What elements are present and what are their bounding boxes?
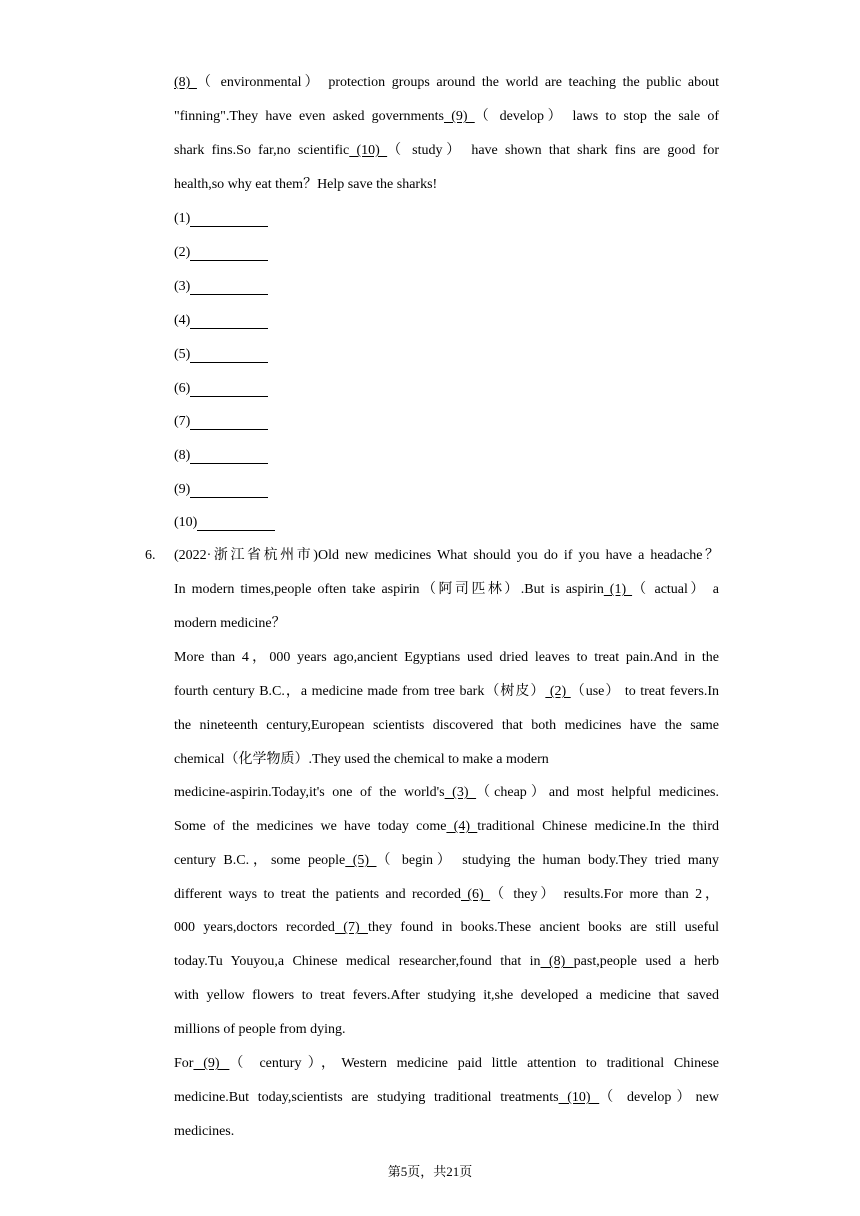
blank-marker: (3) [444,785,477,800]
question-line: fourth century B.C.，a medicine made from tree bark（树皮） (2) （use） to treat fevers.In [174,684,719,699]
question-line: More than 4，000 years ago,ancient Egyptians used dried leaves to treat pain.And in the [174,650,719,665]
blank-marker: (10) [558,1090,600,1105]
answer-underline[interactable] [190,211,268,227]
passage-line: health,so why eat them？Help save the sharks! [174,177,438,192]
question-line: For (9) （ century），Western medicine paid little attention to traditional Chinese [174,1056,720,1071]
answer-underline[interactable] [190,482,268,498]
answer-underline[interactable] [190,347,268,363]
blank-marker: (9) [444,109,475,124]
answer-blank-7[interactable] [174,412,268,432]
blank-marker: (4) [446,819,478,834]
question-line: 000 years,doctors recorded (7) they found in books.These ancient books are still useful [174,920,720,935]
question-line: (2022·浙江省杭州市)Old new medicines What should you do if you have a headache？ [174,548,719,563]
question-line: with yellow flowers to treat fevers.After studying it,she developed a medicine that saved [174,988,719,1003]
question-line: chemical（化学物质）.They used the chemical to make a modern [174,752,549,767]
blank-marker: (2) [545,684,571,699]
answer-blank-2[interactable] [174,243,268,263]
answer-underline[interactable] [190,381,268,397]
answer-blank-1[interactable] [174,209,268,229]
answer-underline[interactable] [197,515,275,531]
answer-blank-9[interactable] [174,480,268,500]
blank-marker: (9) [193,1056,230,1071]
answer-blank-4[interactable] [174,311,268,331]
question-line: millions of people from dying. [174,1022,346,1037]
answer-label: (7) [174,414,191,429]
answer-label: (4) [174,313,191,328]
passage-line: (8) （ environmental） protection groups around the world are teaching the public about [174,75,719,90]
answer-label: (10) [174,515,198,530]
answer-blank-6[interactable] [174,379,268,399]
question-line: medicines. [174,1124,235,1139]
answer-underline[interactable] [190,414,268,430]
question-line: medicine-aspirin.Today,it's one of the world's (3) （cheap）and most helpful medicines. [174,785,719,800]
blank-marker: (6) [460,887,491,902]
answer-label: (6) [174,381,191,396]
answer-underline[interactable] [190,448,268,464]
blank-marker: (8) [174,75,197,90]
answer-label: (5) [174,347,191,362]
answer-label: (1) [174,211,191,226]
question-line: In modern times,people often take aspirin（阿司匹林）.But is aspirin (1) （ actual） a [174,582,719,597]
answer-blank-3[interactable] [174,277,268,297]
blank-marker: (7) [334,920,368,935]
answer-label: (8) [174,448,191,463]
answer-label: (9) [174,482,191,497]
answer-label: (3) [174,279,191,294]
question-line: today.Tu Youyou,a Chinese medical researcher,found that in (8) past,people used a herb [174,954,720,969]
blank-marker: (1) [603,582,633,597]
question-line: century B.C.，some people (5) （ begin） studying the human body.They tried many [174,853,720,868]
answer-blank-8[interactable] [174,446,268,466]
question-line: different ways to treat the patients and recorded (6) （ they） results.For more than 2， [174,887,719,902]
question-number: 6. [145,548,156,563]
question-line: modern medicine？ [174,616,286,631]
answer-underline[interactable] [190,245,268,261]
blank-marker: (8) [540,954,574,969]
page-footer: 第5页，共21页 [387,1164,473,1179]
blank-marker: (10) [349,143,388,158]
answer-underline[interactable] [190,279,268,295]
answer-underline[interactable] [190,313,268,329]
blank-marker: (5) [345,853,377,868]
answer-label: (2) [174,245,191,260]
question-line: Some of the medicines we have today come (4) traditional Chinese medicine.In the third [174,819,719,834]
question-line: medicine.But today,scientists are studying traditional treatments (10) （ develop）new [174,1090,719,1105]
answer-blank-5[interactable] [174,345,268,365]
answer-blank-10[interactable] [174,513,275,533]
passage-line: shark fins.So far,no scientific (10) （ study） have shown that shark fins are good for [174,143,720,158]
question-line: the nineteenth century,European scientists discovered that both medicines have the same [174,718,719,733]
passage-line: "finning".They have even asked governments (9) （ develop） laws to stop the sale of [174,109,719,124]
